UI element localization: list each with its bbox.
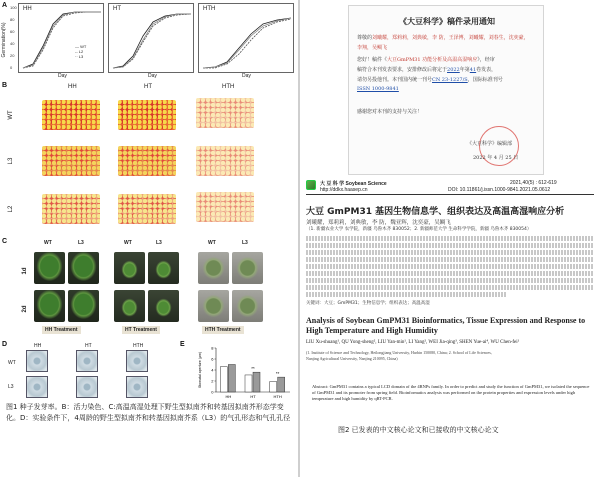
- abstract-line: [306, 264, 594, 269]
- col-header: HT: [144, 84, 152, 90]
- x-axis-label: Day: [148, 73, 157, 79]
- header-rule: [306, 194, 594, 195]
- col-header: HH: [34, 343, 42, 349]
- notice-title: 《大豆科学》稿件录用通知: [399, 16, 495, 26]
- y-tick-label: 8: [211, 345, 214, 351]
- row-header: L2: [8, 205, 14, 213]
- panel-letter-e: E: [180, 341, 185, 348]
- genotype-label: L3: [156, 240, 162, 246]
- notice-body-3: 请勿另投他刊。本刊国内统一刊号CN 23-1227/S，国际标准刊号: [357, 77, 503, 83]
- col-header: HTH: [133, 343, 144, 349]
- bar: [253, 372, 260, 392]
- notice-authors: 李翔，吴鲷飞: [357, 45, 388, 51]
- treatment-label: HT Treatment: [122, 326, 160, 334]
- bar: [278, 377, 285, 392]
- y-tick-label: 60: [10, 29, 15, 34]
- journal-name: 大 豆 科 学 Soybean Science: [320, 181, 387, 187]
- subplot-title: HH: [23, 6, 32, 12]
- subplot-title: HT: [113, 6, 121, 12]
- panel-letter-b: B: [2, 82, 8, 89]
- stoma-image: [126, 376, 148, 398]
- bar: [220, 367, 227, 392]
- col-header: HTH: [222, 84, 235, 90]
- significance-mark: **: [251, 366, 255, 372]
- panel-a-hth: [198, 3, 294, 73]
- row-header: L3: [8, 157, 14, 165]
- panel-letter-d: D: [2, 341, 8, 348]
- x-tick-label: HTH: [273, 394, 282, 399]
- plant-pot: [34, 252, 65, 284]
- journal-url: http://ddkx.haasep.cn: [320, 187, 368, 193]
- x-axis-label: Day: [242, 73, 251, 79]
- day-label: 2d: [22, 305, 28, 313]
- notice-thanks: 感谢您对本刊的支持与关注！: [357, 109, 423, 115]
- abstract-line: [306, 285, 594, 290]
- paper-authors-cn: 刘曦耀，郑莉莉，刘典敏，李 防，魏亚辉，沈奕豪，吴鲷飞: [306, 220, 451, 226]
- plant-pot: [114, 252, 145, 284]
- y-tick-label: 40: [10, 41, 15, 46]
- paper-affiliation-en: Nanjing Agricultural University, Nanjing 210095, China): [306, 356, 398, 361]
- stoma-image: [26, 350, 48, 372]
- panel-a-ht: [108, 3, 194, 73]
- row-header: WT: [8, 360, 16, 366]
- abstract-line: [306, 278, 594, 283]
- panel-letter-a: A: [2, 2, 8, 9]
- legend: — WT -- L2 ·· L3: [75, 44, 87, 59]
- panel-a-ylabel: Germination(%): [1, 22, 7, 58]
- paper-abstract-en: Abstract: GmPM31 contains a typical LCD domain of the 4RNPs family. In order to predict and study the function of GmPM31, we isolated the sequence of GmPM31 and its promoter from spring field. Bioinformatics analysis was performed on the protein properties and expression levels under high temperature and high humidity by qRT-PCR.: [312, 384, 590, 401]
- genotype-label: WT: [124, 240, 132, 246]
- plant-pot: [232, 290, 263, 322]
- stoma-image: [126, 350, 148, 372]
- figure-1-caption: 图1 种子发芽率。B：活力染色、C:高温高湿处理下野生型拟南芥和转基因拟南芥形态学变化。D：实验条件下，4周龄的野生型拟南芥和转基因拟南芥系（L3）的气孔形态和气孔孔径: [6, 403, 291, 422]
- x-axis-label: Day: [58, 73, 67, 79]
- journal-logo-icon: [306, 180, 316, 190]
- germination-curve-ht: [109, 4, 195, 74]
- row-header: L3: [8, 384, 14, 390]
- abstract-line: [306, 271, 594, 276]
- genotype-label: WT: [44, 240, 52, 246]
- y-tick-label: 0: [211, 389, 214, 395]
- y-tick-label: 0: [10, 65, 13, 70]
- seed-stain-wt-ht: [118, 100, 176, 130]
- stomatal-aperture-chart: [196, 344, 294, 402]
- seed-stain-l3-hth: [196, 146, 254, 176]
- col-header: HH: [68, 84, 77, 90]
- notice-body-1: 您好！稿件《大豆GmPM31 功能分析及高温高湿响应》，经审: [357, 57, 495, 63]
- y-tick-label: 80: [10, 17, 15, 22]
- plant-pot: [114, 290, 145, 322]
- notice-issn: ISSN 1000-9841: [357, 86, 399, 92]
- stoma-image: [26, 376, 48, 398]
- acceptance-notice: [348, 5, 544, 175]
- plant-pot: [148, 290, 179, 322]
- day-label: 1d: [22, 267, 28, 275]
- bar: [270, 382, 277, 392]
- y-tick-label: 4: [211, 367, 214, 373]
- y-tick-label: 20: [10, 53, 15, 58]
- bar: [228, 365, 235, 393]
- seed-stain-l3-ht: [118, 146, 176, 176]
- notice-date: 2022 年 4 月 25 日: [473, 155, 519, 161]
- figure-2-caption: 图2 已发表的中文核心论文和已接收的中文核心论文: [338, 426, 499, 434]
- paper-authors-en: LIU Xu-shuang¹, QU Yong-sheng², LIU Yan-min¹, LI Yang², WEI Jia-qing³, SHEN Yue-ai⁴, WU Chen-fei¹: [306, 340, 520, 345]
- seed-stain-l2-ht: [118, 194, 176, 224]
- germination-curve-hh: [19, 4, 105, 74]
- seed-stain-l2-hh: [42, 194, 100, 224]
- seed-stain-wt-hh: [42, 100, 100, 130]
- published-paper: [306, 180, 594, 410]
- paper-title-en: Analysis of Soybean GmPM31 Bioinformatics, Tissue Expression and Response to High Temperature and High Humidity: [306, 316, 586, 335]
- abstract-line: [306, 250, 594, 255]
- col-header: HT: [85, 343, 92, 349]
- bar: [245, 375, 252, 392]
- treatment-label: HTH Treatment: [202, 326, 244, 334]
- abstract-line: [306, 236, 594, 241]
- y-tick-label: 6: [211, 356, 214, 362]
- subplot-title: HTH: [203, 6, 216, 12]
- stoma-image: [76, 376, 98, 398]
- paper-title-cn: 大豆 GmPM31 基因生物信息学、组织表达及高温高湿响应分析: [306, 207, 565, 217]
- plant-pot: [198, 290, 229, 322]
- germination-curve-hth: [199, 4, 295, 74]
- abstract-line: [306, 257, 594, 262]
- panel-e-chart: [196, 344, 294, 402]
- panel-a-hh: [18, 3, 104, 73]
- x-tick-label: HH: [225, 394, 232, 399]
- seed-stain-l3-hh: [42, 146, 100, 176]
- plant-pot: [232, 252, 263, 284]
- row-header: WT: [8, 110, 14, 120]
- panel-letter-c: C: [2, 238, 8, 245]
- paper-keywords-cn: 关键词：大豆；GmPM31；生物信息学；组织表达；高温高湿: [306, 301, 430, 306]
- paper-affiliation-en: (1. Institute of Science and Technology, Heilongjiang University, Harbin 150080, China; 2. School of Life Sciences,: [306, 350, 492, 355]
- plant-pot: [68, 252, 99, 284]
- journal-volume: 2021,40(5) : 612-619: [510, 180, 557, 186]
- x-tick-label: HT: [250, 394, 256, 399]
- seed-stain-l2-hth: [196, 192, 254, 222]
- significance-mark: **: [275, 371, 280, 377]
- y-tick-label: 2: [211, 378, 214, 384]
- genotype-label: WT: [208, 240, 216, 246]
- notice-sign: 《大豆科学》编辑部: [467, 141, 513, 147]
- notice-greeting: 尊敬的刘曦耀，郑莉莉，刘典敏，李 防，王泽博，刘曦耀，刘春生，沈奕豪，: [357, 35, 529, 41]
- paper-affiliation-cn: （1. 新疆农业大学 农学院，新疆 乌鲁木齐 830052；2. 新疆师范大学 生命科学学院，新疆 乌鲁木齐 830054）: [306, 227, 532, 232]
- seed-stain-wt-hth: [196, 98, 254, 128]
- abstract-line: [306, 292, 506, 297]
- genotype-label: L3: [242, 240, 248, 246]
- y-axis-label: Stomatal aperture (μm): [198, 351, 202, 389]
- plant-pot: [148, 252, 179, 284]
- plant-pot: [198, 252, 229, 284]
- paper-doi: DOI: 10.11861/j.issn.1000-9841.2021.05.0612: [448, 187, 551, 193]
- genotype-label: L3: [78, 240, 84, 246]
- y-tick-label: 100: [10, 5, 17, 10]
- notice-body-2: 稿符合本刊发表要求，安排修改后将定于2022年第41卷发表，: [357, 67, 497, 73]
- abstract-line: [306, 243, 594, 248]
- plant-pot: [68, 290, 99, 322]
- plant-pot: [34, 290, 65, 322]
- stoma-image: [76, 350, 98, 372]
- treatment-label: HH Treatment: [42, 326, 81, 334]
